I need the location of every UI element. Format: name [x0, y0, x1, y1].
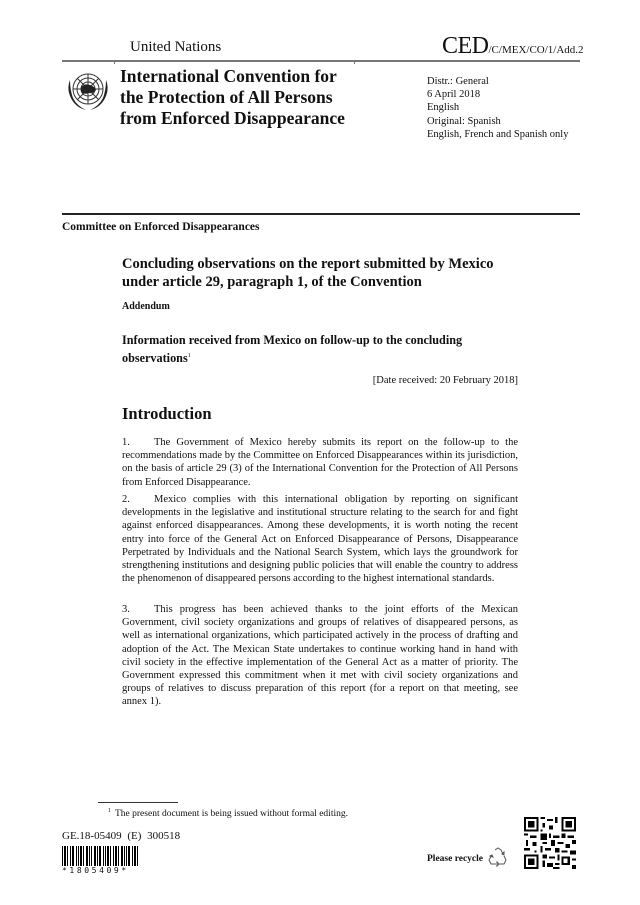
footnote-number: 1	[108, 808, 111, 814]
barcode-text: *1805409*	[62, 866, 129, 875]
paragraph-number: 2.	[122, 494, 130, 505]
org-name: United Nations	[130, 39, 222, 55]
distr-languages-only: English, French and Spanish only	[427, 128, 569, 140]
section-heading: Introduction	[122, 404, 212, 423]
paragraph-number: 1.	[122, 437, 130, 448]
paragraph-number: 3.	[122, 604, 130, 615]
qr-code-icon	[524, 817, 576, 869]
footnote-ref[interactable]: 1	[187, 352, 191, 359]
info-heading-text: Information received from Mexico on follow-up to the concluding observations	[122, 333, 463, 365]
convention-title-line1: International Convention for	[120, 66, 337, 86]
header-rule	[62, 60, 580, 62]
footnote-rule	[98, 802, 178, 803]
date-received: [Date received: 20 February 2018]	[372, 375, 518, 386]
distribution-block	[427, 75, 568, 141]
recycle-text: Please recycle	[427, 854, 483, 864]
distr-status: Distr.: General	[427, 76, 489, 87]
footnote	[108, 808, 348, 819]
symbol-main: CED	[442, 33, 489, 59]
paragraph-text: The Government of Mexico hereby submits its report on the follow-up to the recommendations made by the Committee on Enforced Disappearances within its jurisdiction, on the basis of article 29 (3) of the International Convention for the Protection of All Persons from Enforced Disappearance.	[122, 437, 518, 488]
paragraph-1	[122, 436, 518, 489]
section-rule	[62, 213, 580, 215]
distr-language: English	[427, 102, 460, 114]
info-heading	[122, 333, 522, 366]
convention-title-line2: the Protection of All Persons	[120, 87, 333, 107]
paragraph-text: Mexico complies with this international obligation by reporting on significant developments in the legislative and institutional structure relating to the search for and fight against enforced disappearances. Among these developments, it is worth noting the recent entry into force of the General Act on Enforced Disappearance of Persons, Disappearance Perpetrated by Individuals and the National Search System, which lays the groundwork for strengthening institutions and designing public policies that will enable the country to address the phenomenon of disappeared persons according to the highest international standards.	[122, 494, 518, 585]
document-title-line1: Concluding observations on the report submitted by Mexico	[122, 256, 494, 272]
document-title	[122, 255, 542, 291]
barcode-icon	[62, 846, 150, 866]
distr-date: 6 April 2018	[427, 89, 481, 101]
paragraph-3	[122, 603, 518, 709]
committee-name: Committee on Enforced Disappearances	[62, 221, 260, 233]
paragraph-text: This progress has been achieved thanks to the joint efforts of the Mexican Government, civil society organizations and groups of relatives of disappeared persons, as well as international organizations, which participated actively in the process of drafting and adoption of the Act. The Mexican State undertakes to continue working hand in hand with civil society in the effective implementation of the General Act as a matter of priority. The Government expressed this commitment when it met with civil society organizations and groups of relatives to discuss preparation of this report (for a report on that meeting, see annex 1).	[122, 604, 518, 708]
symbol-sub: /C/MEX/CO/1/Add.2	[488, 44, 584, 56]
distr-original: Original: Spanish	[427, 115, 501, 127]
addendum-label: Addendum	[122, 301, 170, 312]
recycle-icon	[487, 846, 509, 868]
job-number: GE.18-05409 (E) 300518	[62, 830, 181, 842]
document-title-line2: under article 29, paragraph 1, of the Convention	[122, 274, 422, 290]
paragraph-2	[122, 493, 518, 585]
footnote-text: The present document is being issued without formal editing.	[115, 809, 348, 820]
un-emblem-icon	[64, 66, 112, 114]
convention-title	[120, 66, 390, 129]
document-symbol	[442, 33, 584, 60]
convention-title-line3: from Enforced Disappearance	[120, 108, 345, 128]
